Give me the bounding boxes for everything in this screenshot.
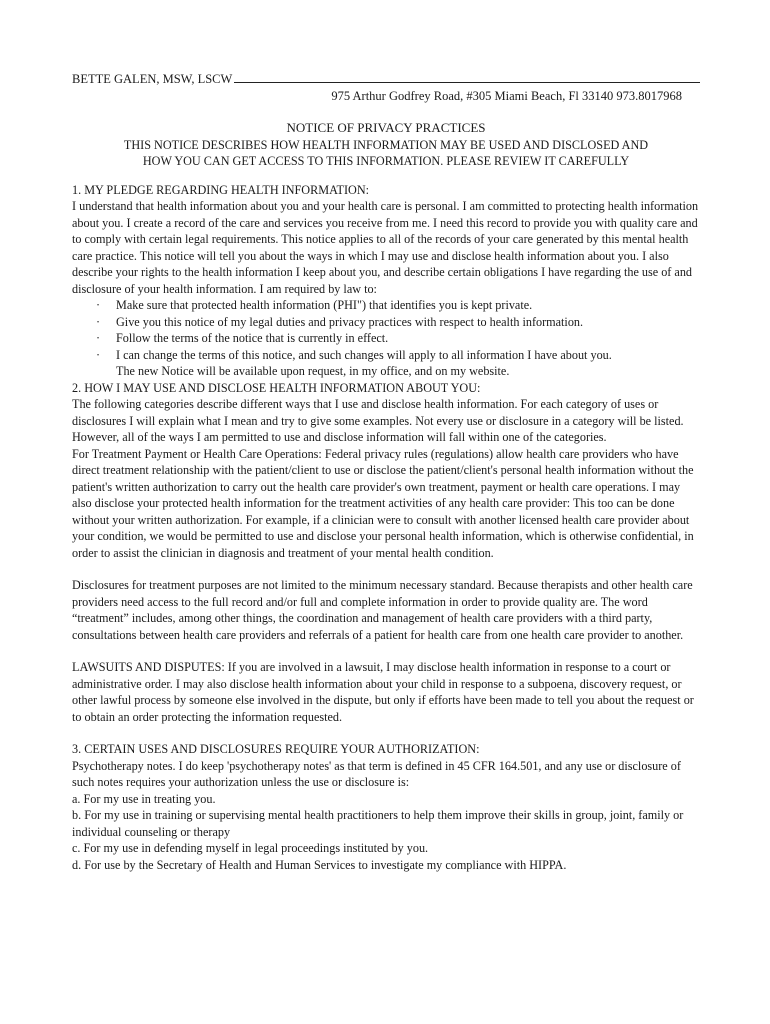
list-item: · Make sure that protected health information (PHI") that identifies you is kept private. (96, 297, 700, 314)
disclosures-paragraph: Disclosures for treatment purposes are not limited to the minimum necessary standard. Because therapists and other health care providers need access to the full record and/or full and complete information in order to provide quality are. The word “treatment” includes, among other things, the coordination and management of health care providers with a third party, consultations between health care providers and referrals of a patient for health care from one health care provider to another. (72, 578, 693, 642)
list-item: c. For my use in defending myself in legal proceedings instituted by you. (72, 841, 429, 855)
section-2-heading: 2. HOW I MAY USE AND DISCLOSE HEALTH INFORMATION ABOUT YOU: (72, 380, 481, 395)
section-1-heading: 1. MY PLEDGE REGARDING HEALTH INFORMATION: (72, 182, 370, 197)
list-item: b. For my use in training or supervising mental health practitioners to help them improve their skills in group, joint, family or individual counseling or therapy (72, 808, 684, 839)
list-item: · I can change the terms of this notice, and such changes will apply to all information I have about you. (96, 347, 700, 364)
section-3 (72, 741, 700, 873)
lawsuits-paragraph: LAWSUITS AND DISPUTES: If you are involved in a lawsuit, I may disclose health information in response to a court or administrative order. I may also disclose health information about your child in response to a subpoena, discovery request, or other lawful process by someone else involved in the dispute, but only if efforts have been made to tell you about the request or to obtain an order protecting the information requested. (72, 660, 694, 724)
practice-address: 975 Arthur Godfrey Road, #305 Miami Beach, Fl 33140 973.8017968 (331, 88, 682, 103)
header-line (72, 70, 700, 88)
list-item: · Give you this notice of my legal duties and privacy practices with respect to health information. (96, 314, 700, 331)
obligation-list (72, 297, 700, 363)
section-2-intro: The following categories describe different ways that I use and disclose health information. For each category of uses or disclosures I will explain what I mean and try to give some examples. Not every use or disclosure in a category will be listed. However, all of the ways I am permitted to use and disclose information will fall within one of the categories. (72, 397, 684, 444)
section-3-body: Psychotherapy notes. I do keep 'psychotherapy notes' as that term is defined in 45 CFR 164.501, and any use or disclosure of such notes requires your authorization unless the use or disclosure is: (72, 758, 681, 789)
notice-title: NOTICE OF PRIVACY PRACTICES (286, 120, 486, 135)
list-item: a. For my use in treating you. (72, 791, 216, 806)
list-item: d. For use by the Secretary of Health and Human Services to investigate my compliance with HIPPA. (72, 857, 567, 872)
document-page (72, 70, 700, 873)
section-1 (72, 182, 700, 380)
section-3-heading: 3. CERTAIN USES AND DISCLOSURES REQUIRE YOUR AUTHORIZATION: (72, 742, 480, 756)
notice-subtitle-1: THIS NOTICE DESCRIBES HOW HEALTH INFORMATION MAY BE USED AND DISCLOSED AND (123, 137, 649, 152)
notice-subtitle-2: HOW YOU CAN GET ACCESS TO THIS INFORMATION. PLEASE REVIEW IT CAREFULLY (142, 153, 630, 168)
header-rule (234, 70, 700, 83)
section-1-body: I understand that health information about you and your health care is personal. I am committed to protecting health information about you. I create a record of the care and services you receive from me. I need this record to provide you with quality care and to comply with certain legal requirements. This notice applies to all of the records of your care generated by this mental health care practice. This notice will tell you about the ways in which I may use and disclose health information about you. I also describe your rights to the health information I keep about you, and describe certain obligations I have regarding the use of and disclosure of your health information. I am required by law to: (72, 199, 699, 296)
section-2 (72, 380, 700, 726)
list-item: · Follow the terms of the notice that is currently in effect. (96, 330, 700, 347)
bullet-note: The new Notice will be available upon request, in my office, and on my website. (116, 364, 510, 378)
treatment-paragraph: For Treatment Payment or Health Care Operations: Federal privacy rules (regulations) allow health care providers who have direct treatment relationship with the patient/client to use or disclose the patient/client's personal health information without the patient's written authorization to carry out the health care provider's own treatment, payment or health care operations. I may also disclose your protected health information for the treatment activities of any health care provider: This too can be done without your written authorization. For example, if a clinician were to consult with another licensed health care provider about your condition, we would be permitted to use and disclose your personal health information, which is otherwise confidential, in order to assist the clinician in diagnosis and treatment of your mental health condition. (72, 446, 694, 560)
practitioner-name: BETTE GALEN, MSW, LSCW (72, 72, 233, 86)
